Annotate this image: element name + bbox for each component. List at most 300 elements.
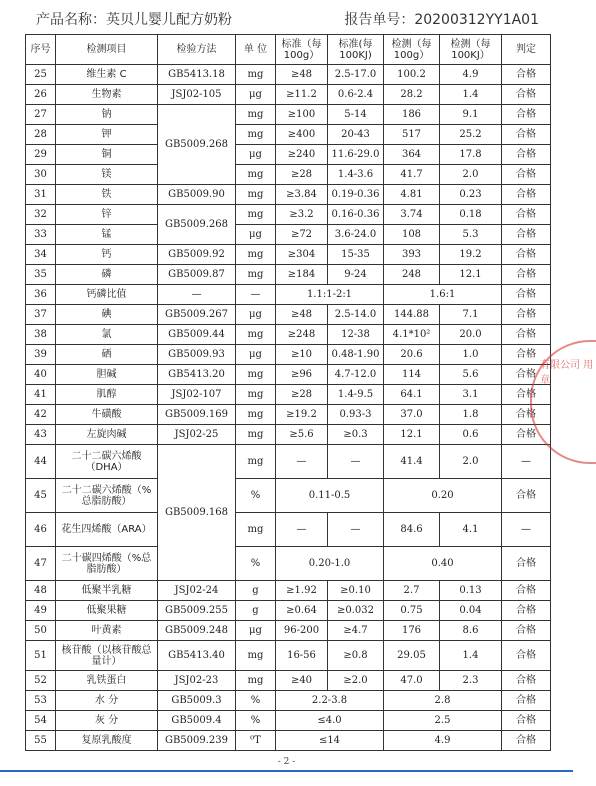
table-row — [26, 711, 551, 731]
row-item: 镁 — [56, 165, 158, 185]
table-row — [26, 691, 551, 711]
row-item: 水 分 — [56, 691, 158, 711]
row-test-100kj: 0.13 — [440, 581, 502, 601]
row-std-100kj: — — [328, 445, 384, 479]
row-unit: mg — [236, 405, 276, 425]
row-method: GB5413.20 — [158, 365, 236, 385]
row-verdict: 合格 — [502, 671, 551, 691]
row-item: 叶黄素 — [56, 621, 158, 641]
table-row — [26, 345, 551, 365]
table-row — [26, 405, 551, 425]
row-item: 胆碱 — [56, 365, 158, 385]
row-unit: mg — [236, 245, 276, 265]
row-test-merged: 0.40 — [384, 547, 502, 581]
footer-divider — [0, 770, 573, 772]
table-header-row — [26, 35, 551, 65]
row-item: 锌 — [56, 205, 158, 225]
row-std-100kj: ≥0.032 — [328, 601, 384, 621]
row-std-100g: ≥248 — [276, 325, 328, 345]
row-test-100g: 517 — [384, 125, 440, 145]
row-verdict: 合格 — [502, 165, 551, 185]
row-no: 25 — [26, 65, 56, 85]
row-no: 53 — [26, 691, 56, 711]
table-row — [26, 305, 551, 325]
row-unit: g — [236, 601, 276, 621]
row-method: GB5009.90 — [158, 185, 236, 205]
table-row — [26, 731, 551, 751]
row-test-100kj: 17.8 — [440, 145, 502, 165]
row-std-100g: ≥48 — [276, 305, 328, 325]
table-row — [26, 479, 551, 513]
row-unit: mg — [236, 65, 276, 85]
row-std-100g: ≥10 — [276, 345, 328, 365]
row-unit: μg — [236, 621, 276, 641]
row-no: 48 — [26, 581, 56, 601]
row-unit: mg — [236, 165, 276, 185]
row-std-100kj: 20-43 — [328, 125, 384, 145]
row-verdict: 合格 — [502, 345, 551, 365]
row-std-100g: ≥304 — [276, 245, 328, 265]
col-header-item: 检测项目 — [56, 35, 158, 65]
table-row — [26, 185, 551, 205]
row-method: GB5009.169 — [158, 405, 236, 425]
row-std-100kj: 0.19-0.36 — [328, 185, 384, 205]
row-test-100g: 144.88 — [384, 305, 440, 325]
row-unit: % — [236, 547, 276, 581]
row-no: 50 — [26, 621, 56, 641]
row-std-100g: ≥0.64 — [276, 601, 328, 621]
table-row — [26, 365, 551, 385]
table-row — [26, 265, 551, 285]
row-std-100g: ≥28 — [276, 385, 328, 405]
row-unit: μg — [236, 305, 276, 325]
row-test-100kj: 0.6 — [440, 425, 502, 445]
row-item: 左旋肉碱 — [56, 425, 158, 445]
row-item: 乳铁蛋白 — [56, 671, 158, 691]
col-header-method: 检验方法 — [158, 35, 236, 65]
row-method: GB5009.267 — [158, 305, 236, 325]
row-no: 36 — [26, 285, 56, 305]
row-std-100kj: 3.6-24.0 — [328, 225, 384, 245]
row-item: 二十二碳六烯酸（DHA） — [56, 445, 158, 479]
row-test-100kj: 4.1 — [440, 513, 502, 547]
row-test-100kj: 4.9 — [440, 65, 502, 85]
row-test-merged: 0.20 — [384, 479, 502, 513]
row-std-100kj: ≥0.3 — [328, 425, 384, 445]
row-test-100kj: 0.18 — [440, 205, 502, 225]
row-std-100kj: 11.6-29.0 — [328, 145, 384, 165]
row-std-merged: 1.1:1-2:1 — [276, 285, 384, 305]
row-test-100kj: 1.4 — [440, 85, 502, 105]
row-std-100g: — — [276, 445, 328, 479]
row-method: GB5009.4 — [158, 711, 236, 731]
row-std-100g: ≥28 — [276, 165, 328, 185]
row-no: 51 — [26, 641, 56, 671]
row-verdict: — — [502, 513, 551, 547]
row-test-merged: 4.9 — [384, 731, 502, 751]
row-unit: % — [236, 691, 276, 711]
row-std-100kj: ≥0.10 — [328, 581, 384, 601]
row-verdict: 合格 — [502, 145, 551, 165]
row-test-100kj: 2.0 — [440, 445, 502, 479]
row-test-100kj: 1.0 — [440, 345, 502, 365]
row-verdict: 合格 — [502, 65, 551, 85]
row-no: 39 — [26, 345, 56, 365]
table-row — [26, 225, 551, 245]
row-item: 低聚果糖 — [56, 601, 158, 621]
row-verdict: 合格 — [502, 711, 551, 731]
row-method: GB5009.168 — [158, 445, 236, 581]
row-no: 45 — [26, 479, 56, 513]
stamp-text: 有限公司 用章 — [540, 360, 594, 386]
row-no: 35 — [26, 265, 56, 285]
row-item: 钙 — [56, 245, 158, 265]
row-no: 47 — [26, 547, 56, 581]
row-test-100kj: 0.04 — [440, 601, 502, 621]
row-unit: mg — [236, 265, 276, 285]
table-row — [26, 205, 551, 225]
table-row — [26, 285, 551, 305]
row-test-100kj: 3.1 — [440, 385, 502, 405]
row-std-merged: 0.20-1.0 — [276, 547, 384, 581]
row-unit: mg — [236, 445, 276, 479]
table-row — [26, 145, 551, 165]
table-row — [26, 245, 551, 265]
row-method: GB5009.255 — [158, 601, 236, 621]
row-unit: — — [236, 285, 276, 305]
row-unit: ⁰T — [236, 731, 276, 751]
row-test-100g: 393 — [384, 245, 440, 265]
row-verdict: 合格 — [502, 621, 551, 641]
row-test-100g: 186 — [384, 105, 440, 125]
table-row — [26, 325, 551, 345]
table-row — [26, 641, 551, 671]
row-test-merged: 1.6:1 — [384, 285, 502, 305]
row-verdict: 合格 — [502, 85, 551, 105]
row-test-100g: 108 — [384, 225, 440, 245]
row-test-100kj: 7.1 — [440, 305, 502, 325]
row-item: 铁 — [56, 185, 158, 205]
row-item: 钙磷比值 — [56, 285, 158, 305]
row-std-100kj: ≥4.7 — [328, 621, 384, 641]
row-item: 花生四烯酸（ARA） — [56, 513, 158, 547]
table-row — [26, 547, 551, 581]
row-std-100g: ≥3.2 — [276, 205, 328, 225]
row-item: 锰 — [56, 225, 158, 245]
row-std-100g: ≥48 — [276, 65, 328, 85]
row-no: 46 — [26, 513, 56, 547]
row-verdict: 合格 — [502, 385, 551, 405]
row-std-100kj: 2.5-17.0 — [328, 65, 384, 85]
row-unit: % — [236, 711, 276, 731]
row-unit: g — [236, 581, 276, 601]
row-unit: mg — [236, 425, 276, 445]
row-test-100kj: 0.23 — [440, 185, 502, 205]
row-test-100g: 37.0 — [384, 405, 440, 425]
row-std-100kj: 1.4-9.5 — [328, 385, 384, 405]
row-test-100g: 2.7 — [384, 581, 440, 601]
table-row — [26, 425, 551, 445]
row-verdict: 合格 — [502, 185, 551, 205]
row-std-100kj: 4.7-12.0 — [328, 365, 384, 385]
row-no: 38 — [26, 325, 56, 345]
row-unit: mg — [236, 385, 276, 405]
row-test-100kj: 1.8 — [440, 405, 502, 425]
row-verdict: 合格 — [502, 581, 551, 601]
report-header — [0, 0, 573, 34]
row-verdict: 合格 — [502, 601, 551, 621]
row-std-merged: ≤4.0 — [276, 711, 384, 731]
row-test-100g: 41.7 — [384, 165, 440, 185]
row-item: 牛磺酸 — [56, 405, 158, 425]
table-row — [26, 125, 551, 145]
row-verdict: 合格 — [502, 365, 551, 385]
row-std-100g: 96-200 — [276, 621, 328, 641]
row-no: 31 — [26, 185, 56, 205]
row-item: 氯 — [56, 325, 158, 345]
table-row — [26, 105, 551, 125]
row-verdict: 合格 — [502, 125, 551, 145]
row-item: 碘 — [56, 305, 158, 325]
row-std-100kj: 2.5-14.0 — [328, 305, 384, 325]
row-std-100g: ≥240 — [276, 145, 328, 165]
row-item: 钠 — [56, 105, 158, 125]
row-std-100kj: ≥0.8 — [328, 641, 384, 671]
row-no: 49 — [26, 601, 56, 621]
row-no: 28 — [26, 125, 56, 145]
row-verdict: 合格 — [502, 285, 551, 305]
col-header-test-100g: 检测（每100g） — [384, 35, 440, 65]
row-std-100kj: 0.48-1.90 — [328, 345, 384, 365]
row-std-100kj: 5-14 — [328, 105, 384, 125]
row-method: GB5009.93 — [158, 345, 236, 365]
row-item: 钾 — [56, 125, 158, 145]
table-row — [26, 445, 551, 479]
row-no: 33 — [26, 225, 56, 245]
row-item: 二十二碳六烯酸（%总脂肪酸） — [56, 479, 158, 513]
row-unit: mg — [236, 185, 276, 205]
row-item: 二十碳四烯酸（%总脂肪酸） — [56, 547, 158, 581]
row-test-100kj: 5.6 — [440, 365, 502, 385]
row-item: 灰 分 — [56, 711, 158, 731]
row-std-100g: ≥100 — [276, 105, 328, 125]
row-unit: mg — [236, 325, 276, 345]
row-test-100kj: 8.6 — [440, 621, 502, 641]
row-method: JSJ02-23 — [158, 671, 236, 691]
row-test-100g: 20.6 — [384, 345, 440, 365]
row-method: JSJ02-24 — [158, 581, 236, 601]
row-no: 52 — [26, 671, 56, 691]
row-std-100g: ≥1.92 — [276, 581, 328, 601]
row-unit: μg — [236, 225, 276, 245]
row-test-100g: 0.75 — [384, 601, 440, 621]
row-verdict: 合格 — [502, 479, 551, 513]
row-method: JSJ02-25 — [158, 425, 236, 445]
row-verdict: 合格 — [502, 325, 551, 345]
row-unit: mg — [236, 105, 276, 125]
table-row — [26, 601, 551, 621]
row-std-100g: ≥400 — [276, 125, 328, 145]
row-item: 复原乳酸度 — [56, 731, 158, 751]
row-test-100g: 4.1*10² — [384, 325, 440, 345]
row-item: 低聚半乳糖 — [56, 581, 158, 601]
row-test-merged: 2.8 — [384, 691, 502, 711]
row-test-100g: 3.74 — [384, 205, 440, 225]
row-test-100g: 176 — [384, 621, 440, 641]
col-header-std-100kj: 标准(每100KJ) — [328, 35, 384, 65]
row-verdict: — — [502, 445, 551, 479]
row-verdict: 合格 — [502, 425, 551, 445]
row-test-100kj: 19.2 — [440, 245, 502, 265]
row-method: GB5009.3 — [158, 691, 236, 711]
table-row — [26, 385, 551, 405]
row-method: GB5413.18 — [158, 65, 236, 85]
row-verdict: 合格 — [502, 265, 551, 285]
row-verdict: 合格 — [502, 641, 551, 671]
row-test-100g: 100.2 — [384, 65, 440, 85]
row-method: JSJ02-105 — [158, 85, 236, 105]
row-no: 27 — [26, 105, 56, 125]
row-std-100g: ≥40 — [276, 671, 328, 691]
row-std-100g: — — [276, 513, 328, 547]
row-test-100kj: 25.2 — [440, 125, 502, 145]
row-no: 44 — [26, 445, 56, 479]
row-verdict: 合格 — [502, 205, 551, 225]
row-test-100g: 28.2 — [384, 85, 440, 105]
row-std-100g: ≥184 — [276, 265, 328, 285]
row-no: 41 — [26, 385, 56, 405]
row-std-merged: 2.2-3.8 — [276, 691, 384, 711]
row-method: GB5413.40 — [158, 641, 236, 671]
row-std-100kj: 0.16-0.36 — [328, 205, 384, 225]
row-item: 肌醇 — [56, 385, 158, 405]
col-header-test-100kj: 检测（每100KJ） — [440, 35, 502, 65]
row-test-merged: 2.5 — [384, 711, 502, 731]
row-method: GB5009.268 — [158, 105, 236, 185]
row-method: GB5009.239 — [158, 731, 236, 751]
row-std-100kj: ≥2.0 — [328, 671, 384, 691]
row-std-100g: ≥96 — [276, 365, 328, 385]
row-std-merged: ≤14 — [276, 731, 384, 751]
table-row — [26, 513, 551, 547]
row-unit: μg — [236, 85, 276, 105]
row-unit: mg — [236, 641, 276, 671]
row-no: 30 — [26, 165, 56, 185]
row-unit: mg — [236, 513, 276, 547]
row-item: 磷 — [56, 265, 158, 285]
row-no: 54 — [26, 711, 56, 731]
row-method: JSJ02-107 — [158, 385, 236, 405]
row-method: GB5009.268 — [158, 205, 236, 245]
row-std-100g: 16-56 — [276, 641, 328, 671]
row-std-100kj: 9-24 — [328, 265, 384, 285]
row-method: GB5009.248 — [158, 621, 236, 641]
row-test-100kj: 12.1 — [440, 265, 502, 285]
row-std-merged: 0.11-0.5 — [276, 479, 384, 513]
row-test-100g: 248 — [384, 265, 440, 285]
row-verdict: 合格 — [502, 245, 551, 265]
col-header-verdict: 判定 — [502, 35, 551, 65]
row-test-100g: 47.0 — [384, 671, 440, 691]
row-no: 43 — [26, 425, 56, 445]
row-method: GB5009.44 — [158, 325, 236, 345]
row-std-100g: ≥5.6 — [276, 425, 328, 445]
row-no: 26 — [26, 85, 56, 105]
row-item: 硒 — [56, 345, 158, 365]
row-no: 55 — [26, 731, 56, 751]
row-no: 29 — [26, 145, 56, 165]
table-row — [26, 671, 551, 691]
row-verdict: 合格 — [502, 225, 551, 245]
row-unit: μg — [236, 145, 276, 165]
row-std-100g: ≥72 — [276, 225, 328, 245]
table-row — [26, 85, 551, 105]
row-verdict: 合格 — [502, 691, 551, 711]
row-std-100g: ≥19.2 — [276, 405, 328, 425]
row-test-100g: 29.05 — [384, 641, 440, 671]
row-std-100kj: 0.6-2.4 — [328, 85, 384, 105]
row-test-100g: 41.4 — [384, 445, 440, 479]
row-test-100g: 64.1 — [384, 385, 440, 405]
table-row — [26, 621, 551, 641]
col-header-no: 序号 — [26, 35, 56, 65]
row-test-100kj: 1.4 — [440, 641, 502, 671]
col-header-unit: 单 位 — [236, 35, 276, 65]
row-item: 生物素 — [56, 85, 158, 105]
row-verdict: 合格 — [502, 731, 551, 751]
product-name: 产品名称：英贝儿婴儿配方奶粉 — [36, 12, 232, 28]
row-unit: % — [236, 479, 276, 513]
row-item: 铜 — [56, 145, 158, 165]
row-std-100kj: 1.4-3.6 — [328, 165, 384, 185]
col-header-std-100g: 标准（每100g） — [276, 35, 328, 65]
row-test-100g: 12.1 — [384, 425, 440, 445]
table-row — [26, 581, 551, 601]
row-verdict: 合格 — [502, 105, 551, 125]
row-unit: mg — [236, 125, 276, 145]
row-std-100kj: 15-35 — [328, 245, 384, 265]
row-unit: mg — [236, 205, 276, 225]
table-row — [26, 165, 551, 185]
row-test-100g: 114 — [384, 365, 440, 385]
row-std-100g: ≥11.2 — [276, 85, 328, 105]
row-verdict: 合格 — [502, 405, 551, 425]
row-no: 32 — [26, 205, 56, 225]
row-item: 维生素 C — [56, 65, 158, 85]
row-test-100g: 364 — [384, 145, 440, 165]
row-test-100kj: 9.1 — [440, 105, 502, 125]
row-unit: mg — [236, 671, 276, 691]
row-no: 34 — [26, 245, 56, 265]
row-test-100kj: 20.0 — [440, 325, 502, 345]
row-item: 核苷酸（以核苷酸总量计） — [56, 641, 158, 671]
row-no: 42 — [26, 405, 56, 425]
row-test-100kj: 5.3 — [440, 225, 502, 245]
table-row — [26, 65, 551, 85]
row-method: GB5009.87 — [158, 265, 236, 285]
report-number: 报告单号：20200312YY1A01 — [344, 12, 539, 28]
row-unit: mg — [236, 365, 276, 385]
page-number: - 2 - — [277, 757, 296, 767]
row-std-100kj: 12-38 — [328, 325, 384, 345]
row-verdict: 合格 — [502, 305, 551, 325]
row-std-100kj: — — [328, 513, 384, 547]
row-no: 40 — [26, 365, 56, 385]
row-test-100g: 84.6 — [384, 513, 440, 547]
row-test-100g: 4.81 — [384, 185, 440, 205]
row-std-100kj: 0.93-3 — [328, 405, 384, 425]
row-test-100kj: 2.3 — [440, 671, 502, 691]
